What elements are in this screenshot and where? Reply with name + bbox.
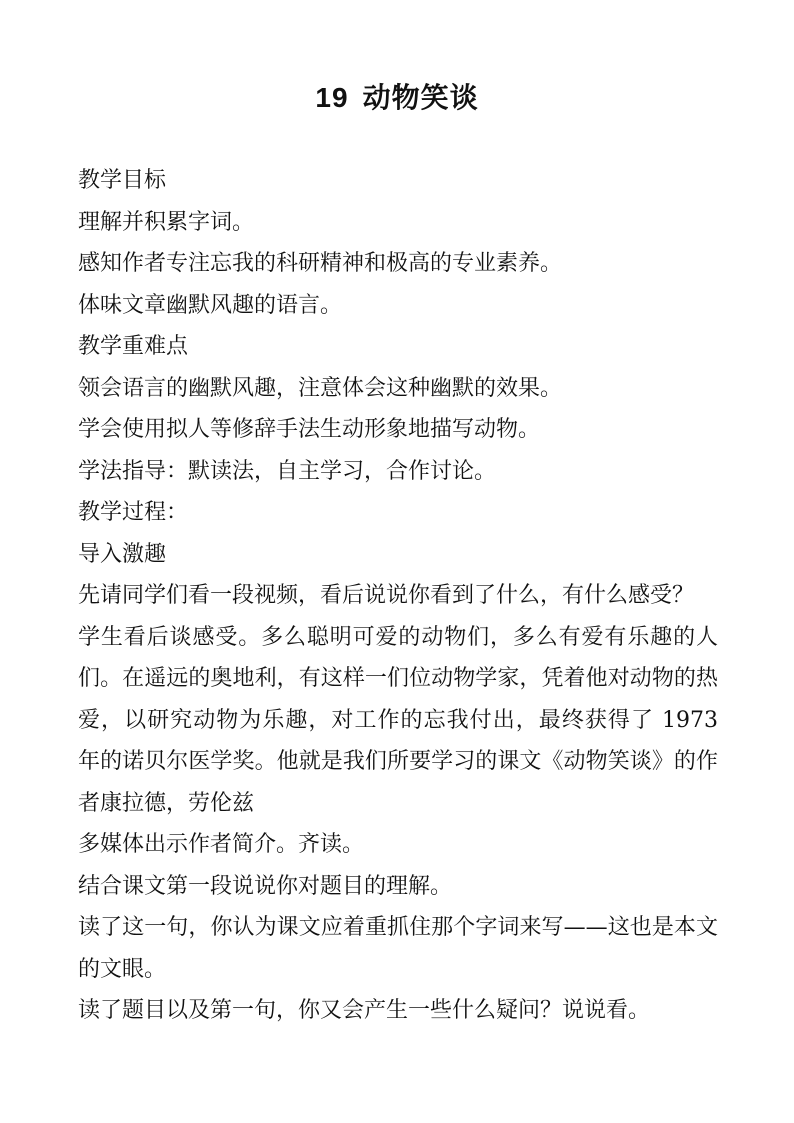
key-point-item: 领会语言的幽默风趣，注意体会这种幽默的效果。: [78, 375, 563, 401]
closing-paragraph: 读了这一句，你认为课文应着重抓住那个字词来写——这也是本文的文眼。: [78, 915, 718, 982]
closing-line: 读了题目以及第一句，你又会产生一些什么疑问？说说看。: [78, 998, 651, 1023]
objective-item: 感知作者专注忘我的科研精神和极高的专业素养。: [78, 251, 563, 276]
process-line: 多媒体出示作者简介。齐读。: [78, 832, 365, 857]
document-body: [78, 160, 718, 1032]
intro-paragraph: 学生看后谈感受。多么聪明可爱的动物们，多么有爱有乐趣的人们。在遥远的奥地利，有这样一们位动物学家，凭着他对动物的热爱，以研究动物为乐趣，对工作的忘我付出，最终获得了 1973 年的诺贝尔医学奖。他就是我们所要学习的课文《动物笑谈》的作者康拉德，劳伦兹: [78, 624, 718, 816]
process-line: 先请同学们看一段视频，看后说说你看到了什么，有什么感受？: [78, 583, 695, 608]
title-number: 19: [315, 82, 349, 113]
section-heading-objectives: 教学目标: [78, 168, 167, 193]
page-title: [0, 78, 794, 118]
process-line: 结合课文第一段说说你对题目的理解。: [78, 873, 453, 899]
method-guidance: 学法指导：默读法，自主学习，合作讨论。: [78, 458, 497, 484]
key-point-item: 学会使用拟人等修辞手法生动形象地描写动物。: [78, 417, 541, 442]
objective-item: 理解并积累字词。: [78, 209, 255, 235]
objective-item: 体味文章幽默风趣的语言。: [78, 292, 343, 318]
section-heading-key-points: 教学重难点: [78, 334, 189, 359]
subsection-heading-intro: 导入激趣: [78, 541, 167, 567]
title-text: 动物笑谈: [362, 81, 479, 114]
section-heading-process: 教学过程：: [78, 500, 189, 525]
